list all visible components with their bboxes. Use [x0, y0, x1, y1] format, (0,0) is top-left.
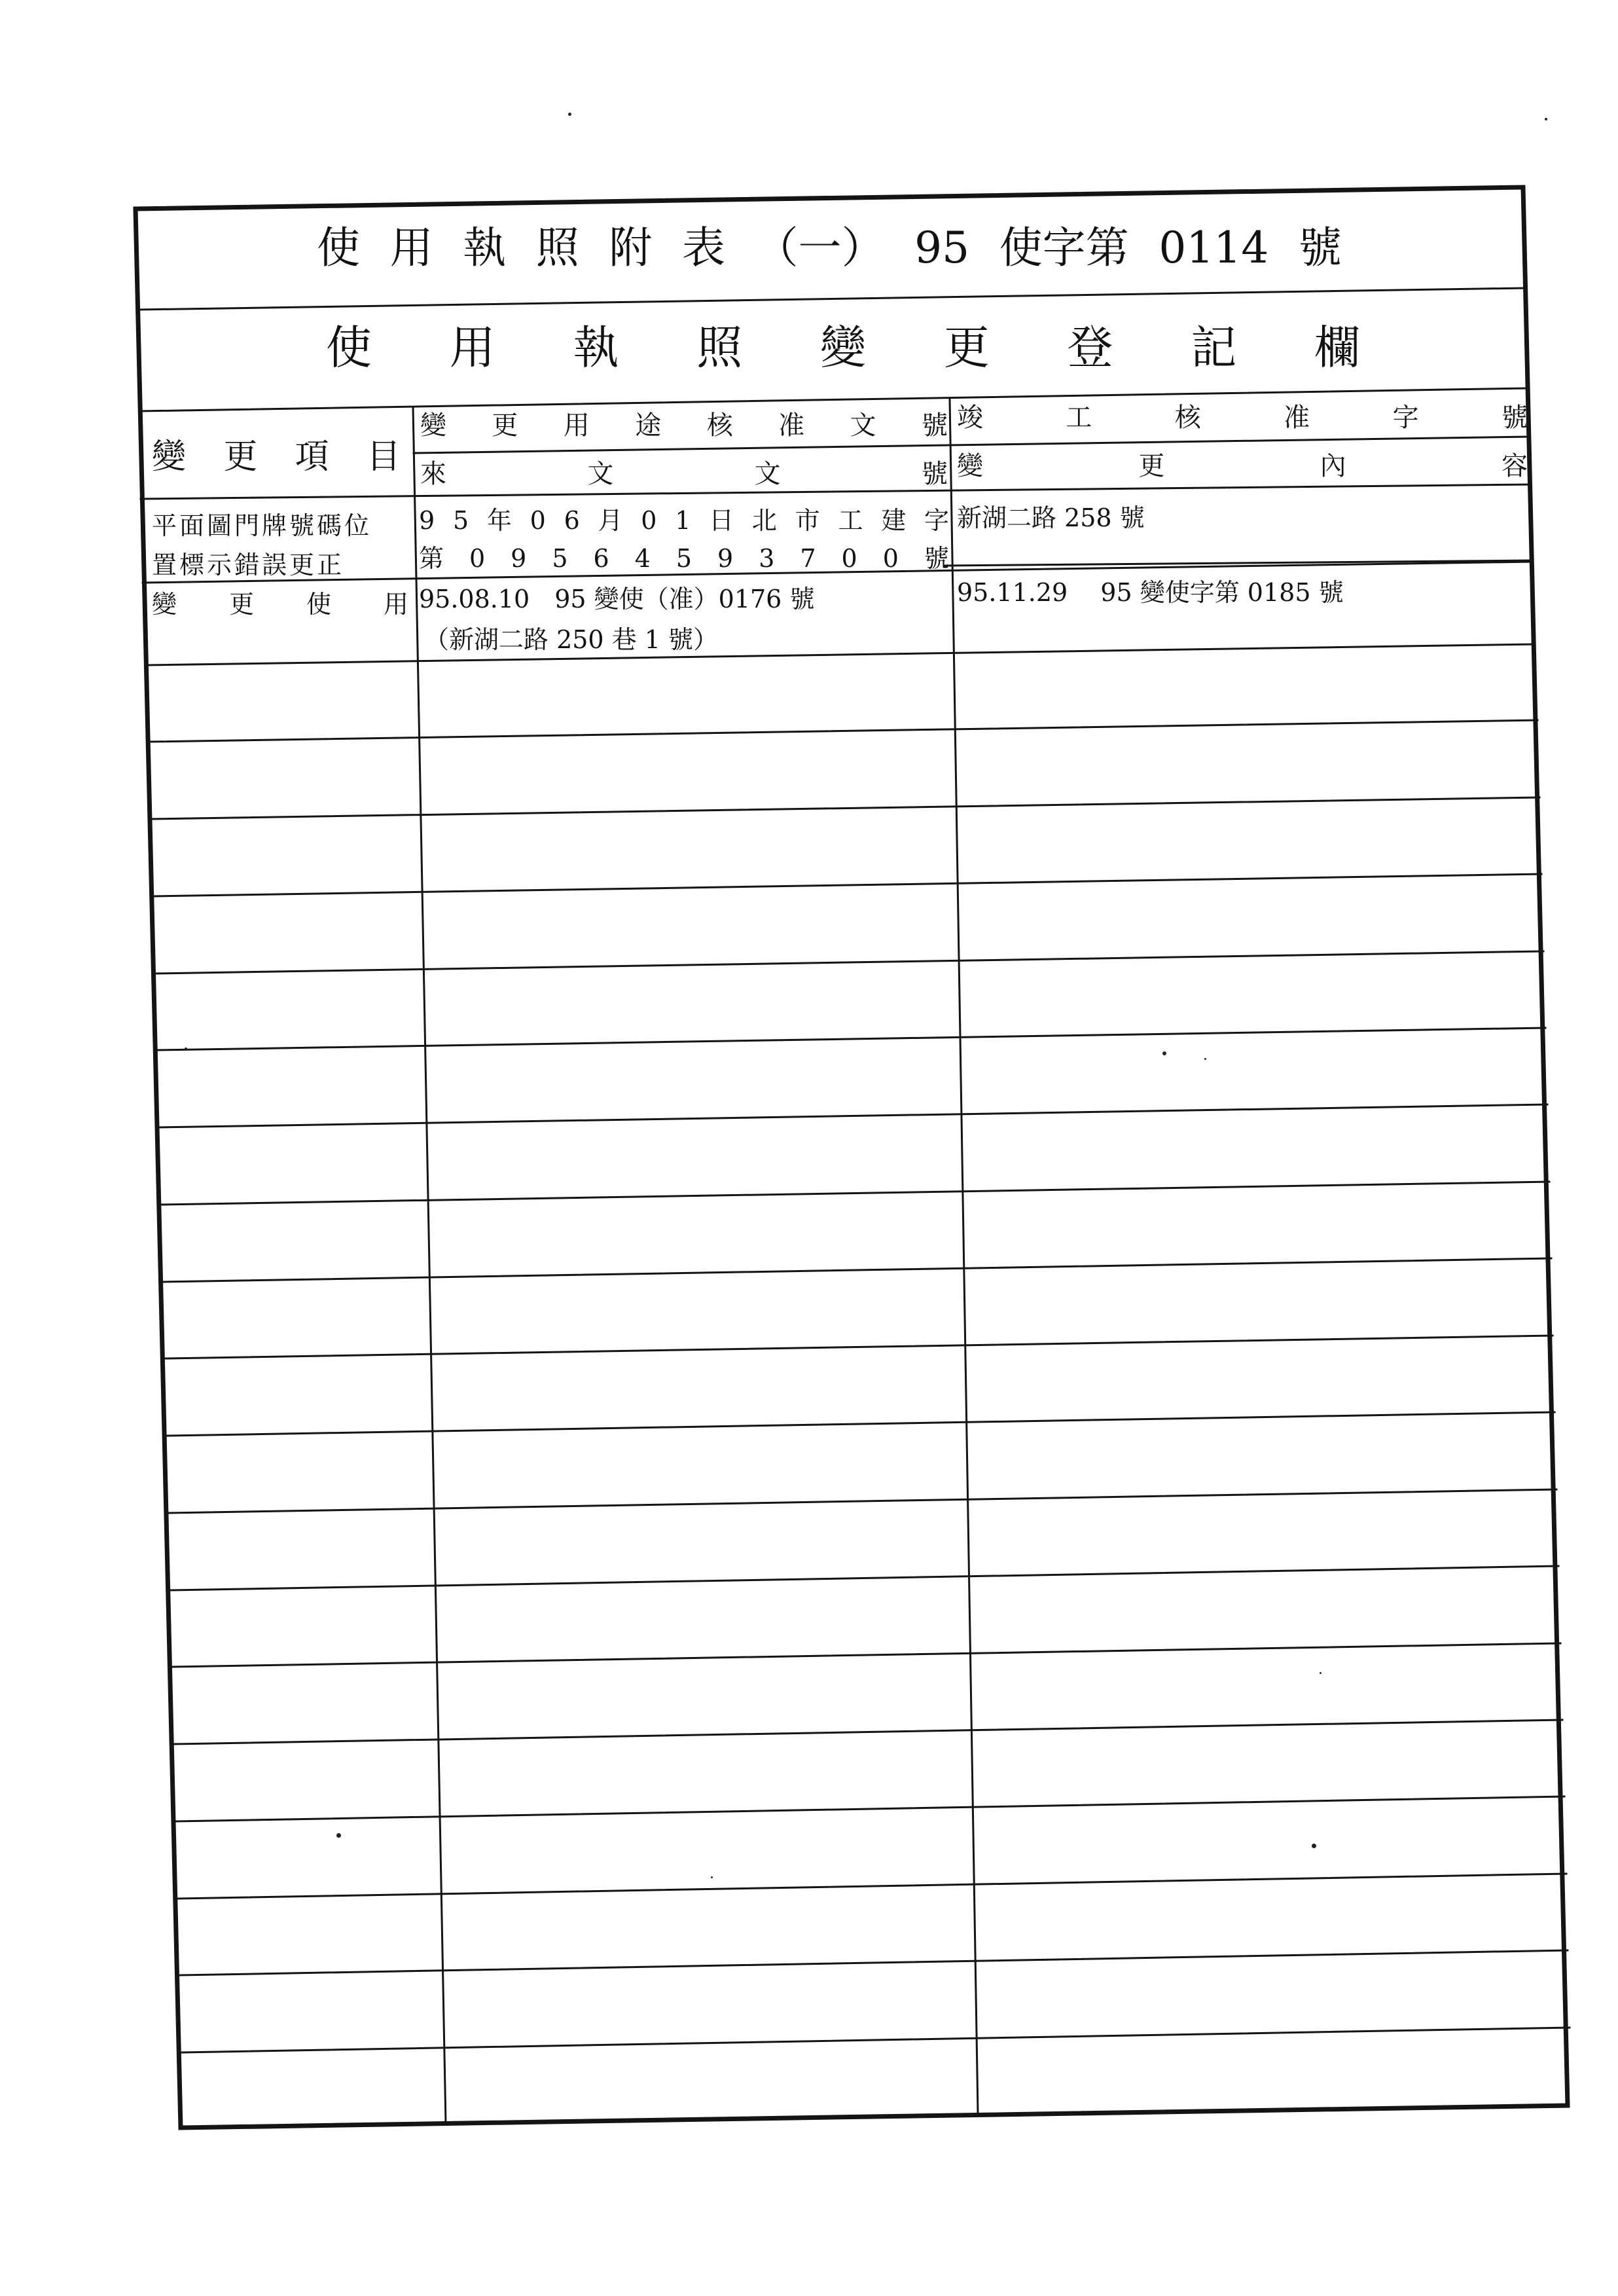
col-divider-1	[413, 407, 446, 2123]
scan-speck	[1312, 1844, 1316, 1848]
row2-doc-line1: 95.08.10 95 變使（准）0176 號	[419, 585, 815, 613]
header-approval-doc: 變 更 用 途 核 准 文 號	[420, 410, 948, 441]
row2-completion: 95.11.29 95 變使字第 0185 號	[957, 578, 1344, 607]
row2-doc-line2: （新湖二路 250 巷 1 號）	[424, 625, 719, 654]
row2-item: 變 更 使 用	[152, 590, 408, 619]
row1-change-content: 新湖二路 258 號	[957, 503, 1145, 532]
header-change-item: 變 更 項 目	[152, 437, 401, 477]
scan-speck	[1545, 118, 1547, 120]
col-divider-2	[950, 399, 978, 2113]
document-subtitle: 使 用 執 照 變 更 登 記 欄	[326, 321, 1360, 374]
scan-speck	[1320, 1672, 1321, 1674]
title-divider	[137, 288, 1526, 310]
header-content: 變 更 內 容	[957, 451, 1528, 481]
scan-speck	[1162, 1051, 1166, 1055]
document-title: 使 用 執 照 附 表 （一） 95 使字第 0114 號	[317, 223, 1342, 273]
scan-speck	[1204, 1058, 1206, 1060]
scan-speck	[185, 1048, 187, 1049]
header-completion: 竣 工 核 准 字 號	[957, 403, 1528, 433]
header-incoming-doc: 來 文 文 號	[420, 459, 948, 489]
row1-doc-line1: 9 5 年 0 6 月 0 1 日 北 市 工 建 字	[419, 506, 949, 535]
row1-item-line2: 置標示錯誤更正	[152, 551, 345, 579]
row1-item-line1: 平面圖門牌號碼位	[152, 511, 372, 540]
row1-doc-line2: 第 0 9 5 6 4 5 9 3 7 0 0 號	[419, 544, 949, 573]
scan-speck	[568, 113, 571, 116]
scan-speck	[711, 1876, 713, 1878]
scan-speck	[336, 1833, 341, 1838]
